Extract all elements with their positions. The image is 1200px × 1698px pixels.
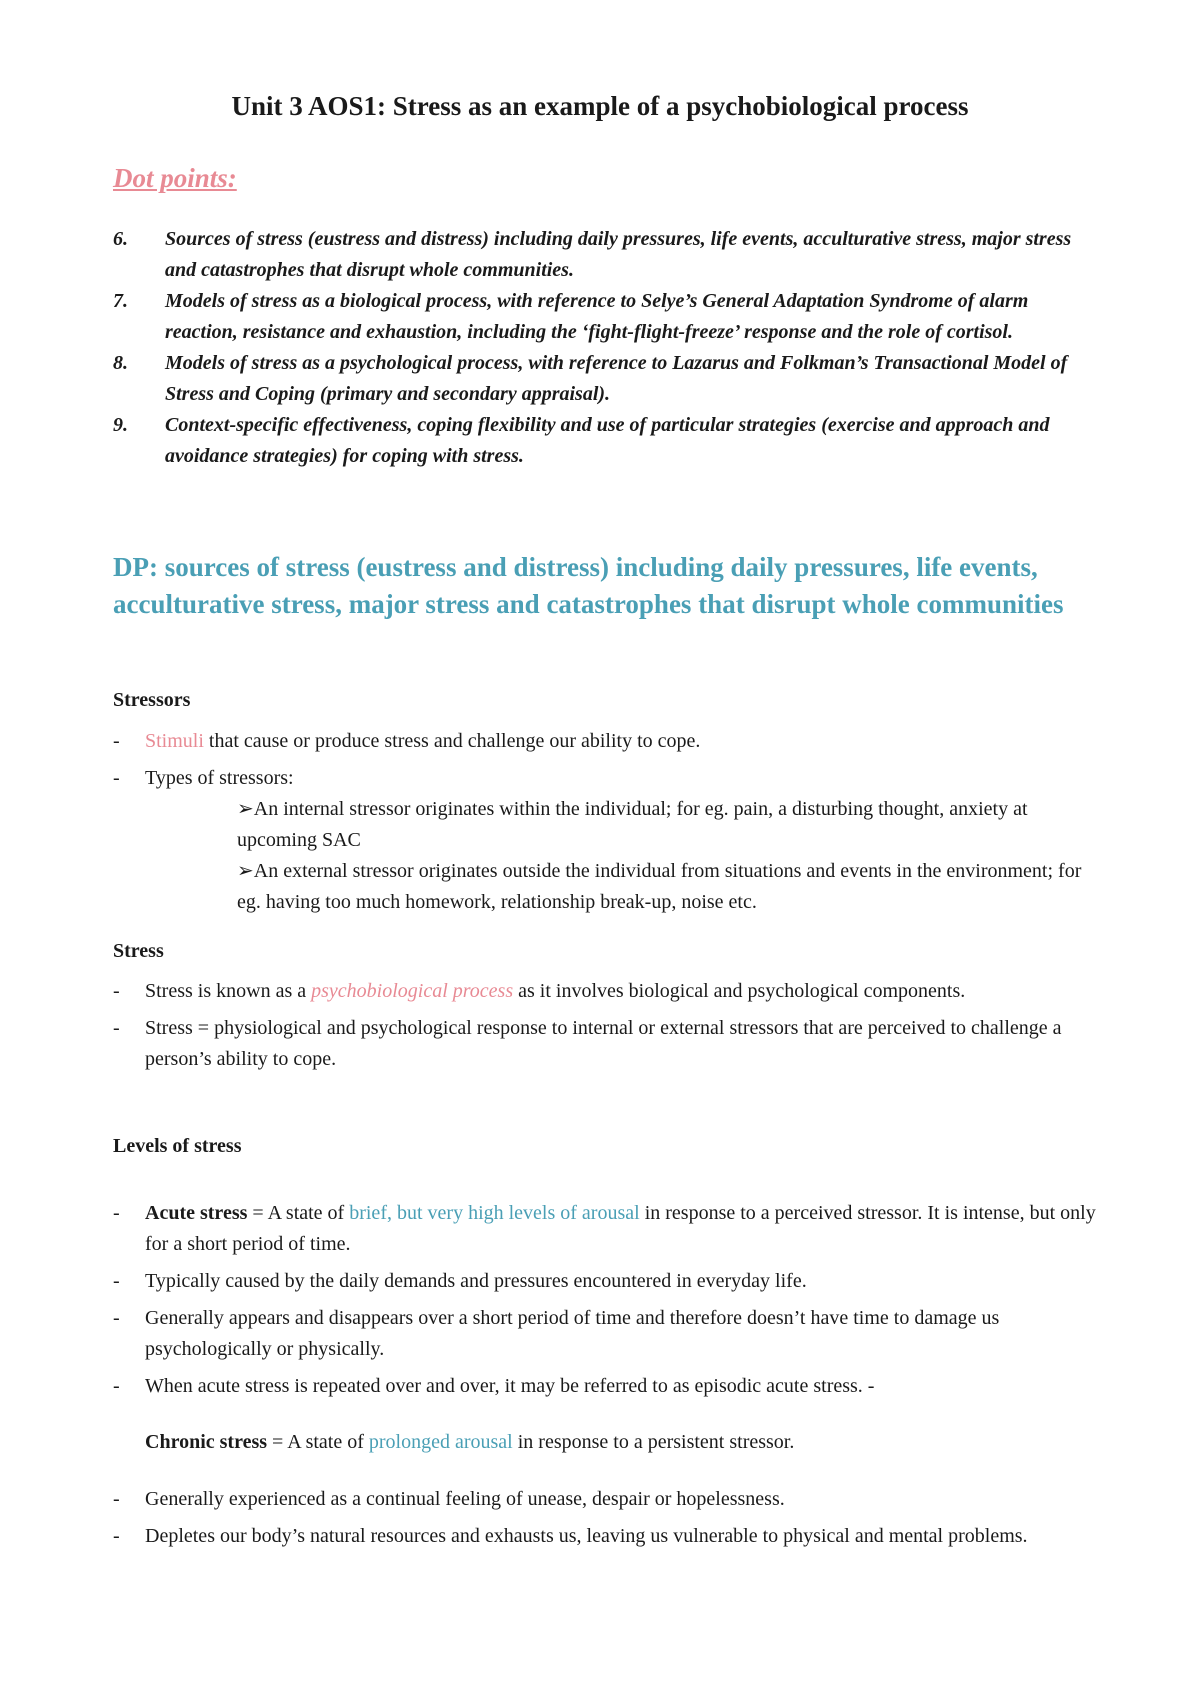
list-item-text: Stress is known as a [145, 980, 312, 1002]
dot-point-number: 8. [113, 352, 128, 374]
dot-point-text: Context-specific effectiveness, coping flexibility and use of particular strategies (exercise and approach and avoidance strategies) for coping with stress. [165, 414, 1050, 467]
dot-point-text: Sources of stress (eustress and distress) including daily pressures, life events, acculturative stress, major stress and catastrophes that disrupt whole communities. [165, 228, 1072, 281]
term-label: Chronic stress [145, 1431, 268, 1453]
dot-points-list [113, 224, 1073, 472]
list-item-text: that cause or produce stress and challenge our ability to cope. [203, 730, 701, 752]
dot-point-number: 6. [113, 228, 128, 250]
highlight-term: psychobiological process [311, 980, 514, 1002]
list-item-text: Depletes our body’s natural resources and exhausts us, leaving us vulnerable to physical and mental problems. [145, 1525, 1028, 1547]
list-item [113, 726, 1103, 757]
dash-bullet: - [113, 1202, 120, 1224]
stress-list [113, 976, 1103, 1081]
dot-point-item [113, 410, 1073, 472]
highlight-term: brief, but very high levels of arousal [349, 1202, 640, 1224]
document-title: Unit 3 AOS1: Stress as an example of a psychobiological process [231, 91, 969, 121]
list-item-text: Types of stressors: [145, 767, 294, 789]
chronic-stress-definition [145, 1427, 794, 1458]
section-heading: DP: sources of stress (eustress and distress) including daily pressures, life events, acculturative stress, major stress and catastrophes that disrupt whole communities [113, 552, 1064, 619]
dash-bullet: - [113, 767, 120, 789]
dot-point-number: 9. [113, 414, 128, 436]
dash-bullet: - [113, 1525, 120, 1547]
dash-bullet: - [113, 1307, 120, 1329]
dot-point-text: Models of stress as a psychological process, with reference to Lazarus and Folkman’s Transactional Model of Stress and Coping (primary and secondary appraisal). [165, 352, 1068, 405]
list-item [113, 763, 1103, 918]
list-item [113, 1371, 1103, 1402]
dot-point-item [113, 286, 1073, 348]
list-item [113, 1198, 1103, 1260]
list-item [113, 1303, 1103, 1365]
stressors-heading: Stressors [113, 689, 191, 711]
dot-point-item [113, 224, 1073, 286]
list-item-text: Stress = physiological and psychological response to internal or external stressors that are perceived to challenge a person’s ability to cope. [145, 1017, 1062, 1070]
list-item-text: = A state of [267, 1431, 369, 1453]
dash-bullet: - [113, 1375, 120, 1397]
list-item-text: = A state of [247, 1202, 350, 1224]
dot-point-item [113, 348, 1073, 410]
list-item-text: When acute stress is repeated over and over, it may be referred to as episodic acute stress. - [145, 1375, 875, 1397]
list-item-text: Typically caused by the daily demands and pressures encountered in everyday life. [145, 1270, 807, 1292]
dash-bullet: - [113, 730, 120, 752]
list-item-text: in response to a persistent stressor. [512, 1431, 795, 1453]
list-item [113, 1266, 1103, 1297]
dot-points-heading: Dot points: [113, 163, 237, 193]
term-label: Acute stress [145, 1202, 248, 1224]
dot-point-text: Models of stress as a biological process, with reference to Selye’s General Adaptation Syndrome of alarm reaction, resistance and exhaustion, including the ‘fight-flight-freeze’ response and the role of cortisol. [165, 290, 1029, 343]
list-item [113, 1484, 1103, 1515]
dash-bullet: - [113, 1270, 120, 1292]
list-item [113, 1521, 1103, 1552]
stressors-list [113, 726, 1103, 918]
dash-bullet: - [113, 1017, 120, 1039]
list-item-text: Generally experienced as a continual feeling of unease, despair or hopelessness. [145, 1488, 785, 1510]
list-item [113, 976, 1103, 1007]
chronic-list [113, 1484, 1103, 1558]
list-item-text: as it involves biological and psychological components. [513, 980, 966, 1002]
list-item-text: Generally appears and disappears over a short period of time and therefore doesn’t have time to damage us psychologically or physically. [145, 1307, 1000, 1360]
sub-list-item: ➢An internal stressor originates within the individual; for eg. pain, a disturbing thought, anxiety at upcoming SAC [237, 798, 1028, 851]
list-item [113, 1013, 1103, 1075]
sub-list [145, 794, 1103, 918]
levels-list [113, 1198, 1103, 1408]
stress-heading: Stress [113, 940, 164, 962]
dash-bullet: - [113, 980, 120, 1002]
sub-list-item: ➢An external stressor originates outside the individual from situations and events in the environment; for eg. having too much homework, relationship break-up, noise etc. [237, 860, 1082, 913]
levels-heading: Levels of stress [113, 1135, 242, 1157]
dot-point-number: 7. [113, 290, 128, 312]
highlight-term: prolonged arousal [368, 1431, 513, 1453]
dash-bullet: - [113, 1488, 120, 1510]
list-item-text: in response to a perceived stressor. It is intense, but only for a short period of time. [145, 1202, 1096, 1255]
highlight-term: Stimuli [145, 730, 204, 752]
